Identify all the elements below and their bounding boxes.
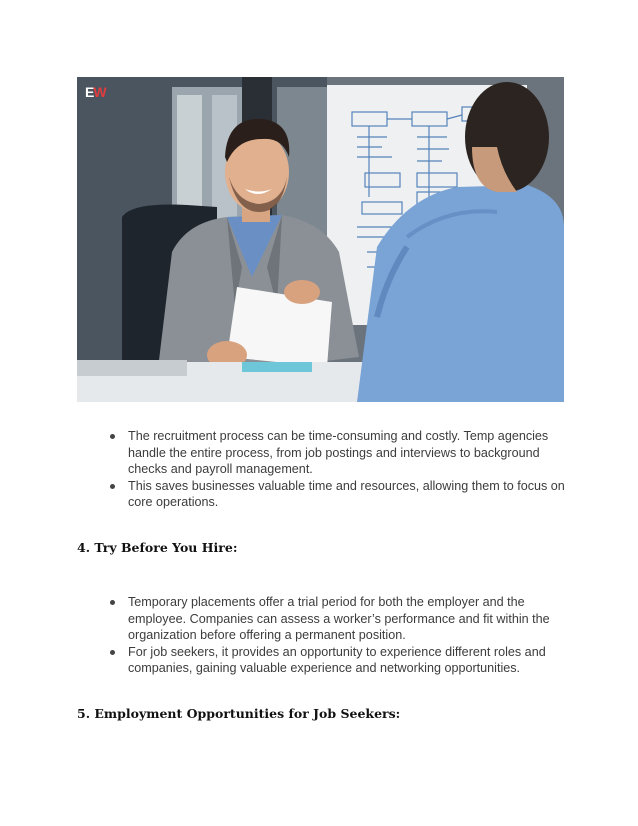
photo-illustration xyxy=(77,77,564,402)
bullet-dot xyxy=(110,484,115,489)
office-interview-photo xyxy=(77,77,564,402)
bullet-text: The recruitment process can be time-consuming and costly. Temp agencies handle the entire process, from job postings and interviews to background checks and payroll management. xyxy=(128,429,549,476)
list-item xyxy=(0,428,638,478)
bullet-dot xyxy=(110,650,115,655)
bullet-text: This saves businesses valuable time and resources, allowing them to focus on core operations. xyxy=(128,478,565,509)
trial-bullet-list xyxy=(0,594,638,677)
bullet-text: Temporary placements offer a trial period for both the employer and the employee. Companies can assess a worker’s performance and fit within the organization before offering a permanent position. xyxy=(128,595,550,642)
list-item xyxy=(0,594,638,644)
recruitment-bullet-list xyxy=(0,428,638,511)
list-item xyxy=(0,478,638,511)
bullet-text: For job seekers, it provides an opportunity to experience different roles and companies, gaining valuable experience and networking opportunities. xyxy=(128,644,546,675)
bullet-dot xyxy=(110,434,115,439)
bullet-dot xyxy=(110,600,115,605)
section-heading-employment-opportunities: 5. Employment Opportunities for Job Seekers: xyxy=(77,706,401,721)
section-heading-try-before-hire: 4. Try Before You Hire: xyxy=(77,540,238,555)
company-logo: EW xyxy=(85,84,106,100)
list-item xyxy=(0,644,638,677)
